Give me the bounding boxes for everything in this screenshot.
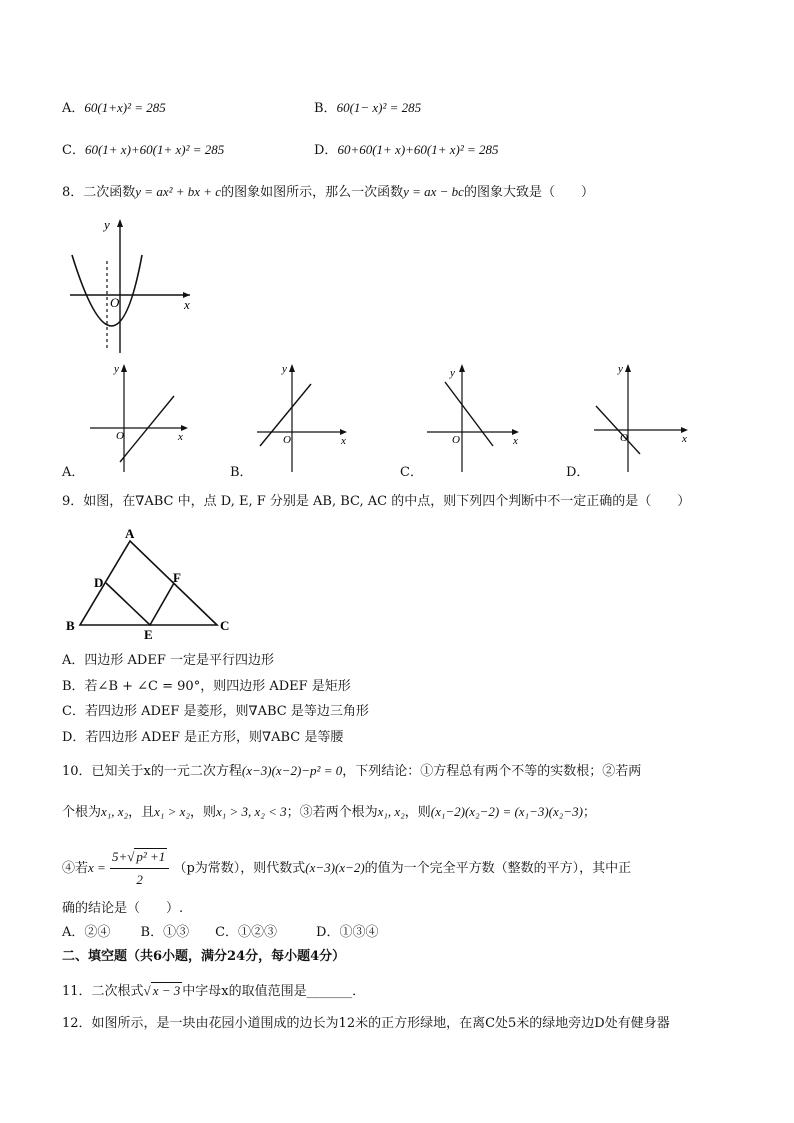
axis-y-label: y: [450, 367, 455, 379]
q8-option-c-label: C．: [400, 465, 423, 480]
q8-graph-b: [255, 360, 365, 475]
q8-graph-a: [88, 360, 198, 475]
q10-choices: A．②④ B．①③ C．①②③ D．①③④: [62, 925, 379, 940]
q9-option-a: A．四边形 ADEF 一定是平行四边形: [62, 653, 274, 668]
q8-option-d-label: D．: [566, 465, 590, 480]
axis-x-label: x: [184, 297, 190, 312]
q10-line-1: 10．已知关于x的一元二次方程(x−3)(x−2)−p² = 0，下列结论：①方程总有两个不等的实数根；②若两: [62, 763, 642, 779]
q9-option-d: D．若四边形 ADEF 是正方形，则∇ABC 是等腰: [62, 730, 344, 745]
q11-line: 11．二次根式√ x − 3 中字母x的取值范围是_______．: [62, 983, 366, 999]
axis-y-label: y: [114, 363, 119, 375]
q8-option-b-label: B．: [230, 465, 253, 480]
vertex-d-label: D: [94, 575, 104, 590]
section-heading: 二、填空题（共6小题，满分24分，每小题4分）: [62, 949, 346, 964]
q7-option-a: A．60(1+x)² = 285: [62, 100, 166, 116]
q9-triangle-figure: [62, 527, 242, 642]
origin-label: O: [620, 432, 628, 444]
origin-label: O: [452, 434, 460, 446]
q10-line-4: 确的结论是（ ）.: [62, 901, 184, 916]
axis-x-label: x: [682, 433, 687, 445]
vertex-c-label: C: [220, 618, 230, 633]
vertex-a-label: A: [125, 526, 135, 541]
axis-x-label: x: [341, 435, 346, 447]
vertex-f-label: F: [173, 570, 181, 585]
axis-x-label: x: [178, 431, 183, 443]
axis-y-label: y: [282, 363, 287, 375]
q7-option-b: B．60(1− x)² = 285: [314, 100, 422, 116]
q9-stem: 9．如图，在∇ABC 中，点 D, E, F 分别是 AB, BC, AC 的中点，则下列四个判断中不一定正确的是（ ）: [62, 494, 691, 509]
q8-graph-d: [592, 360, 702, 475]
axis-y-label: y: [104, 217, 110, 232]
q12-line: 12．如图所示，是一块由花园小道围成的边长为12米的正方形绿地，在离C处5米的绿地旁边D处有健身器: [62, 1016, 670, 1031]
q8-parabola-figure: [62, 215, 197, 355]
q7-option-d: D．60+60(1+ x)+60(1+ x)² = 285: [314, 142, 499, 158]
origin-label: O: [116, 430, 124, 442]
origin-label: O: [110, 295, 120, 310]
q8-graph-c: [425, 360, 535, 475]
q9-option-c: C．若四边形 ADEF 是菱形，则∇ABC 是等边三角形: [62, 704, 369, 719]
q10-line-3: ④若x = $\frac{\text{5+√ p² +1}}{2}$ （p为常数），则代数式(x−3)(x−2)的值为一个完全平方数（整数的平方），其中正: [62, 846, 631, 891]
vertex-e-label: E: [144, 627, 153, 642]
q9-option-b: B．若∠B + ∠C = 90°，则四边形 ADEF 是矩形: [62, 679, 351, 694]
q8-option-a-label: A．: [62, 465, 85, 480]
q10-line-2: 个根为x₁, x₂，且x₁ > x₂，则x₁ > 3, x₂ < 3；③若两个根为x₁, x₂，则(x₁−2)(x₂−2) = (x₁−3)(x₂−3)；: [62, 804, 596, 820]
axis-x-label: x: [513, 435, 518, 447]
vertex-b-label: B: [66, 618, 75, 633]
q8-stem: 8．二次函数y = ax² + bx + c的图象如图所示，那么一次函数y = ax − bc的图象大致是（ ）: [62, 184, 594, 200]
origin-label: O: [283, 434, 291, 446]
fraction: $\frac{\text{5+√ p² +1}}{2}$: [110, 846, 169, 891]
axis-y-label: y: [618, 363, 623, 375]
q7-option-c: C．60(1+ x)+60(1+ x)² = 285: [62, 142, 225, 158]
